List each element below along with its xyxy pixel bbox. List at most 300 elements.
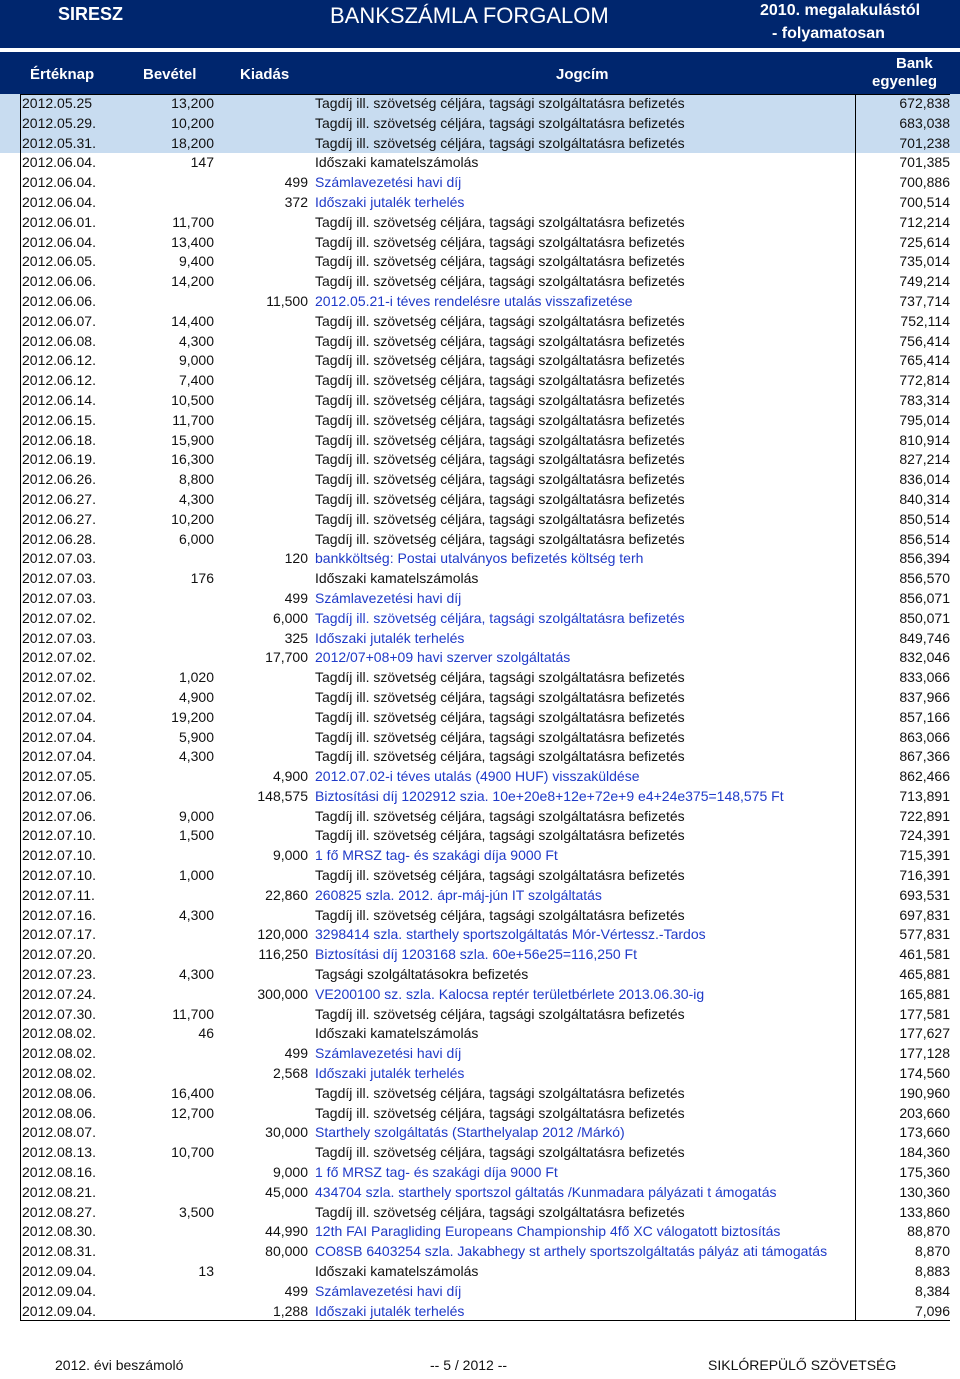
cell-date: 2012.06.12.: [22, 372, 96, 389]
cell-date: 2012.06.18.: [22, 431, 96, 448]
table-row: [0, 1242, 960, 1262]
table-row: [0, 1084, 960, 1104]
cell-balance: 737,714: [899, 292, 950, 309]
cell-balance: 752,114: [900, 312, 950, 329]
cell-date: 2012.07.24.: [22, 985, 96, 1002]
cell-date: 2012.07.02.: [22, 609, 96, 626]
table-row: [0, 153, 960, 173]
cell-balance: 177,581: [899, 1005, 950, 1022]
cell-balance: 700,514: [899, 193, 950, 210]
cell-expense: 22,860: [265, 886, 308, 903]
cell-balance: 837,966: [899, 688, 950, 705]
cell-balance: 190,960: [899, 1084, 950, 1101]
cell-balance: 735,014: [899, 253, 950, 270]
table-row: [0, 272, 960, 292]
cell-date: 2012.07.04.: [22, 708, 96, 725]
cell-description: VE200100 sz. szla. Kalocsa reptér területbérlete 2013.06.30-ig: [315, 985, 705, 1002]
cell-income: 4,300: [178, 906, 214, 923]
table-row: [0, 1064, 960, 1084]
table-row: [0, 708, 960, 728]
table-row: [0, 1143, 960, 1163]
cell-income: 147: [190, 154, 214, 171]
cell-balance: 577,831: [899, 926, 950, 943]
cell-balance: 8,870: [914, 1243, 950, 1260]
cell-date: 2012.08.02.: [22, 1065, 96, 1082]
cell-description: Tagdíj ill. szövetség céljára, tagsági szolgáltatásra befizetés: [315, 332, 685, 349]
cell-date: 2012.06.28.: [22, 530, 96, 547]
table-row: [0, 629, 960, 649]
cell-balance: 130,360: [899, 1183, 950, 1200]
cell-date: 2012.07.06.: [22, 787, 96, 804]
cell-description: Tagdíj ill. szövetség céljára, tagsági szolgáltatásra befizetés: [315, 688, 685, 705]
table-row: [0, 569, 960, 589]
cell-date: 2012.07.03.: [22, 629, 96, 646]
cell-description: Tagdíj ill. szövetség céljára, tagsági szolgáltatásra befizetés: [315, 451, 685, 468]
cell-expense: 372: [284, 193, 308, 210]
cell-income: 9,400: [178, 253, 214, 270]
cell-balance: 173,660: [899, 1124, 950, 1141]
cell-balance: 722,891: [899, 807, 950, 824]
table-row: [0, 490, 960, 510]
table-row: [0, 1044, 960, 1064]
cell-income: 10,500: [171, 391, 214, 408]
cell-expense: 9,000: [272, 847, 308, 864]
cell-description: Tagdíj ill. szövetség céljára, tagsági szolgáltatásra befizetés: [315, 530, 685, 547]
cell-balance: 783,314: [899, 391, 950, 408]
cell-description: Tagdíj ill. szövetség céljára, tagsági szolgáltatásra befizetés: [315, 708, 685, 725]
cell-date: 2012.07.05.: [22, 768, 96, 785]
cell-description: bankköltség: Postai utalványos befizetés költség terh: [315, 550, 644, 567]
cell-description: Biztosítási díj 1203168 szla. 60e+56e25=116,250 Ft: [315, 946, 637, 963]
cell-description: Tagdíj ill. szövetség céljára, tagsági szolgáltatásra befizetés: [315, 728, 685, 745]
cell-description: Tagdíj ill. szövetség céljára, tagsági szolgáltatásra befizetés: [315, 95, 685, 111]
cell-expense: 499: [284, 589, 308, 606]
cell-description: Tagdíj ill. szövetség céljára, tagsági szolgáltatásra befizetés: [315, 471, 685, 488]
cell-expense: 44,990: [265, 1223, 308, 1240]
cell-description: Tagdíj ill. szövetség céljára, tagsági szolgáltatásra befizetés: [315, 748, 685, 765]
cell-balance: 8,384: [914, 1282, 950, 1299]
table-row: [0, 510, 960, 530]
cell-date: 2012.06.05.: [22, 253, 96, 270]
cell-date: 2012.07.06.: [22, 807, 96, 824]
cell-balance: 203,660: [899, 1104, 950, 1121]
cell-description: Tagdíj ill. szövetség céljára, tagsági szolgáltatásra befizetés: [315, 391, 685, 408]
org-name: SIRESZ: [58, 4, 124, 24]
footer-report-name: 2012. évi beszámoló: [55, 1357, 184, 1373]
cell-expense: 6,000: [272, 609, 308, 626]
cell-date: 2012.06.06.: [22, 292, 96, 309]
table-row: [0, 589, 960, 609]
period-line-1: 2010. megalakulástól: [760, 2, 921, 19]
cell-balance: 836,014: [899, 471, 950, 488]
cell-date: 2012.08.06.: [22, 1084, 96, 1101]
cell-expense: 1,288: [272, 1302, 308, 1319]
cell-date: 2012.06.14.: [22, 391, 96, 408]
table-row: [0, 925, 960, 945]
cell-balance: 725,614: [899, 233, 950, 250]
cell-description: Biztosítási díj 1202912 szia. 10e+20e8+12e+72e+9 e4+24e375=148,575 Ft: [315, 787, 784, 804]
cell-income: 4,300: [178, 332, 214, 349]
cell-income: 16,400: [171, 1084, 214, 1101]
cell-expense: 120,000: [257, 926, 308, 943]
cell-income: 19,200: [171, 708, 214, 725]
cell-income: 18,200: [171, 134, 214, 151]
footer-page-number: -- 5 / 2012 --: [430, 1357, 508, 1373]
cell-expense: 499: [284, 1045, 308, 1062]
cell-balance: 175,360: [899, 1164, 950, 1181]
cell-date: 2012.06.07.: [22, 312, 96, 329]
transaction-table: [0, 94, 960, 1321]
cell-description: Tagdíj ill. szövetség céljára, tagsági szolgáltatásra befizetés: [315, 1005, 685, 1022]
cell-balance: 756,414: [899, 332, 950, 349]
cell-description: Tagdíj ill. szövetség céljára, tagsági szolgáltatásra befizetés: [315, 352, 685, 369]
table-row: [0, 233, 960, 253]
title-banner: [0, 0, 960, 48]
cell-balance: 177,128: [899, 1045, 950, 1062]
table-row: [0, 846, 960, 866]
cell-balance: 165,881: [899, 985, 950, 1002]
cell-description: 260825 szla. 2012. ápr-máj-jún IT szolgáltatás: [315, 886, 602, 903]
cell-income: 46: [198, 1025, 214, 1042]
table-row: [0, 1203, 960, 1223]
table-top-rule: [20, 94, 950, 95]
cell-balance: 672,838: [899, 95, 950, 111]
cell-date: 2012.07.03.: [22, 570, 96, 587]
cell-description: Időszaki jutalék terhelés: [315, 1302, 465, 1319]
cell-balance: 810,914: [899, 431, 950, 448]
cell-date: 2012.06.27.: [22, 510, 96, 527]
table-row: [0, 965, 960, 985]
table-row: [0, 391, 960, 411]
cell-expense: 17,700: [265, 649, 308, 666]
table-row: [0, 728, 960, 748]
cell-income: 1,000: [178, 867, 214, 884]
cell-date: 2012.05.25: [22, 95, 93, 111]
cell-balance: 177,627: [899, 1025, 950, 1042]
table-row: [0, 767, 960, 787]
cell-balance: 772,814: [899, 372, 950, 389]
cell-description: 1 fő MRSZ tag- és szakági díja 9000 Ft: [315, 1164, 558, 1181]
cell-date: 2012.07.02.: [22, 669, 96, 686]
table-row: [0, 1302, 960, 1322]
cell-description: Tagdíj ill. szövetség céljára, tagsági szolgáltatásra befizetés: [315, 411, 685, 428]
table-row: [0, 886, 960, 906]
cell-income: 10,700: [171, 1144, 214, 1161]
cell-balance: 856,071: [899, 589, 950, 606]
table-row: [0, 1123, 960, 1143]
cell-balance: 850,514: [899, 510, 950, 527]
cell-description: Számlavezetési havi díj: [315, 1045, 462, 1062]
cell-balance: 461,581: [899, 946, 950, 963]
table-row: [0, 549, 960, 569]
cell-balance: 715,391: [899, 847, 950, 864]
page-title: BANKSZÁMLA FORGALOM: [330, 3, 609, 28]
table-row: [0, 1024, 960, 1044]
cell-date: 2012.06.04.: [22, 154, 96, 171]
cell-description: Tagdíj ill. szövetség céljára, tagsági szolgáltatásra befizetés: [315, 273, 685, 290]
cell-date: 2012.09.04.: [22, 1302, 96, 1319]
cell-date: 2012.08.06.: [22, 1104, 96, 1121]
cell-date: 2012.05.29.: [22, 114, 96, 131]
cell-description: Számlavezetési havi díj: [315, 174, 462, 191]
cell-expense: 325: [284, 629, 308, 646]
cell-description: 3298414 szla. starthely sportszolgáltatás Mór-Vértessz.-Tardos: [315, 926, 706, 943]
cell-balance: 716,391: [899, 867, 950, 884]
cell-balance: 7,096: [914, 1302, 950, 1319]
cell-description: 2012.07.02-i téves utalás (4900 HUF) visszaküldése: [315, 768, 640, 785]
cell-income: 12,700: [171, 1104, 214, 1121]
table-row: [0, 431, 960, 451]
table-row: [0, 1282, 960, 1302]
cell-date: 2012.06.04.: [22, 193, 96, 210]
period-line-2: - folyamatosan: [772, 25, 885, 42]
table-row: [0, 906, 960, 926]
cell-balance: 833,066: [899, 669, 950, 686]
cell-description: Tagdíj ill. szövetség céljára, tagsági szolgáltatásra befizetés: [315, 312, 685, 329]
cell-date: 2012.07.10.: [22, 847, 96, 864]
table-row: [0, 193, 960, 213]
cell-description: Tagdíj ill. szövetség céljára, tagsági szolgáltatásra befizetés: [315, 510, 685, 527]
cell-balance: 700,886: [899, 174, 950, 191]
cell-description: Tagdíj ill. szövetség céljára, tagsági szolgáltatásra befizetés: [315, 253, 685, 270]
column-header-description: Jogcím: [556, 66, 609, 83]
table-row: [0, 609, 960, 629]
cell-balance: 863,066: [899, 728, 950, 745]
cell-date: 2012.06.19.: [22, 451, 96, 468]
cell-description: Tagsági szolgáltatásokra befizetés: [315, 966, 529, 983]
cell-expense: 148,575: [257, 787, 308, 804]
cell-date: 2012.08.31.: [22, 1243, 96, 1260]
cell-date: 2012.08.21.: [22, 1183, 96, 1200]
cell-description: Tagdíj ill. szövetség céljára, tagsági szolgáltatásra befizetés: [315, 807, 685, 824]
cell-description: Tagdíj ill. szövetség céljára, tagsági szolgáltatásra befizetés: [315, 114, 685, 131]
table-row: [0, 134, 960, 154]
table-row: [0, 985, 960, 1005]
table-row: [0, 94, 960, 114]
cell-description: 1 fő MRSZ tag- és szakági díja 9000 Ft: [315, 847, 558, 864]
cell-balance: 712,214: [899, 213, 950, 230]
cell-date: 2012.07.04.: [22, 728, 96, 745]
cell-date: 2012.07.17.: [22, 926, 96, 943]
cell-balance: 713,891: [899, 787, 950, 804]
cell-income: 16,300: [171, 451, 214, 468]
cell-balance: 857,166: [899, 708, 950, 725]
column-header-expense: Kiadás: [240, 66, 290, 83]
cell-balance: 832,046: [899, 649, 950, 666]
cell-income: 4,300: [178, 966, 214, 983]
cell-balance: 701,385: [899, 154, 950, 171]
cell-date: 2012.07.10.: [22, 867, 96, 884]
cell-expense: 11,500: [266, 292, 308, 309]
table-row: [0, 826, 960, 846]
cell-date: 2012.06.12.: [22, 352, 96, 369]
cell-description: Tagdíj ill. szövetség céljára, tagsági szolgáltatásra befizetés: [315, 609, 685, 626]
cell-date: 2012.08.16.: [22, 1164, 96, 1181]
cell-date: 2012.06.04.: [22, 174, 96, 191]
cell-description: Tagdíj ill. szövetség céljára, tagsági szolgáltatásra befizetés: [315, 134, 685, 151]
cell-balance: 856,514: [899, 530, 950, 547]
cell-date: 2012.07.02.: [22, 649, 96, 666]
cell-balance: 88,870: [907, 1223, 950, 1240]
cell-income: 1,500: [178, 827, 214, 844]
table-row: [0, 173, 960, 193]
table-row: [0, 1005, 960, 1025]
cell-income: 7,400: [178, 372, 214, 389]
cell-income: 3,500: [178, 1203, 214, 1220]
cell-date: 2012.07.02.: [22, 688, 96, 705]
table-row: [0, 530, 960, 550]
table-row: [0, 1222, 960, 1242]
cell-description: Tagdíj ill. szövetség céljára, tagsági szolgáltatásra befizetés: [315, 827, 685, 844]
table-row: [0, 1163, 960, 1183]
cell-expense: 499: [284, 174, 308, 191]
cell-income: 8,800: [178, 471, 214, 488]
cell-date: 2012.06.15.: [22, 411, 96, 428]
cell-expense: 116,250: [258, 946, 308, 963]
cell-date: 2012.06.27.: [22, 490, 96, 507]
cell-income: 9,000: [178, 352, 214, 369]
cell-date: 2012.06.08.: [22, 332, 96, 349]
cell-income: 14,400: [171, 312, 214, 329]
table-row: [0, 351, 960, 371]
cell-balance: 856,570: [899, 570, 950, 587]
cell-description: Starthely szolgáltatás (Starthelyalap 2012 /Márkó): [315, 1124, 625, 1141]
cell-income: 4,300: [178, 748, 214, 765]
cell-description: 434704 szla. starthely sportszol gáltatás /Kunmadara pályázati t ámogatás: [315, 1183, 777, 1200]
cell-balance: 749,214: [899, 273, 950, 290]
table-row: [0, 411, 960, 431]
cell-description: Tagdíj ill. szövetség céljára, tagsági szolgáltatásra befizetés: [315, 1144, 685, 1161]
cell-description: Tagdíj ill. szövetség céljára, tagsági szolgáltatásra befizetés: [315, 233, 685, 250]
cell-description: Tagdíj ill. szövetség céljára, tagsági szolgáltatásra befizetés: [315, 1104, 685, 1121]
cell-expense: 80,000: [265, 1243, 308, 1260]
balance-column-rule: [855, 94, 856, 1321]
table-row: [0, 114, 960, 134]
table-row: [0, 371, 960, 391]
cell-income: 1,020: [178, 669, 214, 686]
cell-description: Tagdíj ill. szövetség céljára, tagsági szolgáltatásra befizetés: [315, 213, 685, 230]
cell-balance: 724,391: [899, 827, 950, 844]
table-row: [0, 807, 960, 827]
cell-income: 11,700: [172, 411, 214, 428]
cell-expense: 120: [284, 550, 308, 567]
cell-balance: 683,038: [899, 114, 950, 131]
cell-balance: 693,531: [899, 886, 950, 903]
table-row: [0, 648, 960, 668]
cell-income: 13,200: [171, 95, 214, 111]
cell-description: Időszaki kamatelszámolás: [315, 1263, 479, 1280]
table-row: [0, 292, 960, 312]
table-row: [0, 747, 960, 767]
cell-expense: 499: [284, 1282, 308, 1299]
cell-date: 2012.07.16.: [22, 906, 96, 923]
cell-income: 5,900: [178, 728, 214, 745]
cell-date: 2012.07.03.: [22, 589, 96, 606]
cell-description: Időszaki jutalék terhelés: [315, 629, 465, 646]
cell-balance: 795,014: [899, 411, 950, 428]
cell-balance: 133,860: [899, 1203, 950, 1220]
cell-date: 2012.06.26.: [22, 471, 96, 488]
cell-expense: 45,000: [265, 1183, 308, 1200]
cell-description: Tagdíj ill. szövetség céljára, tagsági szolgáltatásra befizetés: [315, 490, 685, 507]
cell-income: 10,200: [171, 510, 214, 527]
cell-description: 2012/07+08+09 havi szerver szolgáltatás: [315, 649, 571, 666]
cell-income: 6,000: [178, 530, 214, 547]
cell-balance: 840,314: [899, 490, 950, 507]
table-row: [0, 332, 960, 352]
cell-description: Tagdíj ill. szövetség céljára, tagsági szolgáltatásra befizetés: [315, 867, 685, 884]
column-header-balance: Bank egyenleg: [872, 55, 938, 90]
cell-balance: 765,414: [899, 352, 950, 369]
cell-income: 4,900: [178, 688, 214, 705]
cell-balance: 697,831: [899, 906, 950, 923]
table-row: [0, 668, 960, 688]
cell-description: Tagdíj ill. szövetség céljára, tagsági szolgáltatásra befizetés: [315, 669, 685, 686]
cell-balance: 465,881: [899, 966, 950, 983]
cell-date: 2012.05.31.: [22, 134, 96, 151]
cell-income: 11,700: [172, 1005, 214, 1022]
cell-income: 4,300: [178, 490, 214, 507]
cell-income: 176: [190, 570, 214, 587]
cell-date: 2012.08.07.: [22, 1124, 96, 1141]
cell-date: 2012.07.03.: [22, 550, 96, 567]
table-row: [0, 312, 960, 332]
cell-date: 2012.08.02.: [22, 1025, 96, 1042]
cell-description: Számlavezetési havi díj: [315, 589, 462, 606]
cell-description: Időszaki kamatelszámolás: [315, 570, 479, 587]
cell-date: 2012.06.04.: [22, 233, 96, 250]
cell-date: 2012.06.06.: [22, 273, 96, 290]
cell-date: 2012.06.01.: [22, 213, 96, 230]
cell-expense: 30,000: [265, 1124, 308, 1141]
table-bottom-rule: [20, 1320, 950, 1321]
table-row: [0, 252, 960, 272]
cell-balance: 862,466: [899, 768, 950, 785]
cell-balance: 827,214: [899, 451, 950, 468]
cell-date: 2012.09.04.: [22, 1263, 96, 1280]
cell-expense: 4,900: [272, 768, 308, 785]
cell-date: 2012.07.30.: [22, 1005, 96, 1022]
cell-balance: 8,883: [914, 1263, 950, 1280]
cell-description: Tagdíj ill. szövetség céljára, tagsági szolgáltatásra befizetés: [315, 1084, 685, 1101]
cell-description: Időszaki kamatelszámolás: [315, 1025, 479, 1042]
cell-date: 2012.07.23.: [22, 966, 96, 983]
cell-description: Tagdíj ill. szövetség céljára, tagsági szolgáltatásra befizetés: [315, 372, 685, 389]
cell-income: 14,200: [171, 273, 214, 290]
cell-balance: 856,394: [899, 550, 950, 567]
cell-income: 15,900: [171, 431, 214, 448]
table-row: [0, 1262, 960, 1282]
cell-date: 2012.08.13.: [22, 1144, 96, 1161]
cell-date: 2012.07.20.: [22, 946, 96, 963]
cell-description: Tagdíj ill. szövetség céljára, tagsági szolgáltatásra befizetés: [315, 1203, 685, 1220]
cell-income: 9,000: [178, 807, 214, 824]
cell-date: 2012.08.27.: [22, 1203, 96, 1220]
table-row: [0, 945, 960, 965]
cell-income: 10,200: [171, 114, 214, 131]
cell-description: Tagdíj ill. szövetség céljára, tagsági szolgáltatásra befizetés: [315, 906, 685, 923]
table-row: [0, 1104, 960, 1124]
cell-balance: 849,746: [899, 629, 950, 646]
footer-organization: SIKLÓREPÜLŐ SZÖVETSÉG: [708, 1357, 897, 1373]
cell-description: 2012.05.21-i téves rendelésre utalás visszafizetése: [315, 292, 633, 309]
table-row: [0, 866, 960, 886]
cell-description: Időszaki kamatelszámolás: [315, 154, 479, 171]
cell-expense: 9,000: [272, 1164, 308, 1181]
cell-balance: 850,071: [899, 609, 950, 626]
cell-description: Számlavezetési havi díj: [315, 1282, 462, 1299]
cell-date: 2012.07.04.: [22, 748, 96, 765]
